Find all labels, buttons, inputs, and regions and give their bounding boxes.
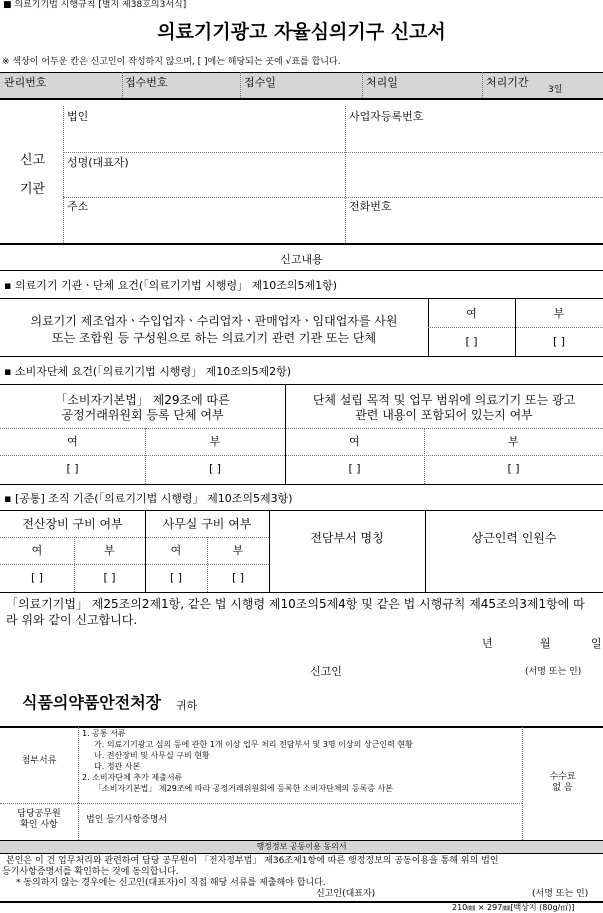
phone-label[interactable]: 전화번호 — [349, 200, 392, 213]
date-month-label[interactable]: 월 — [540, 637, 551, 650]
applicant-section-label: 신고 — [20, 153, 46, 168]
section1-no-label: 부 — [553, 307, 565, 320]
section1-no-checkbox[interactable]: [ ] — [552, 335, 566, 348]
office-no-label: 부 — [232, 544, 244, 557]
applicant-section-label-2: 기관 — [20, 182, 46, 197]
attachment-item: 「소비자기본법」 제29조에 따라 공정거래위원회에 등록한 소비자단체의 등록증 사본 — [94, 784, 394, 793]
section2-no1-label: 부 — [209, 435, 221, 448]
consent-signature-placeholder[interactable]: (서명 또는 인) — [532, 889, 589, 899]
section1-desc: 의료기기 제조업자ㆍ수입업자ㆍ수리업자ㆍ판매업자ㆍ임대업자를 사원 — [30, 314, 398, 328]
equip-no-label: 부 — [104, 544, 115, 557]
attachment-item: 2. 소비자단체 추가 제출서류 — [82, 773, 183, 782]
section2-question2: 단체 설립 목적 및 업무 범위에 의료기기 또는 광고 — [312, 393, 576, 407]
date-day-label[interactable]: 일 — [591, 637, 602, 650]
section2-question1: 「소비자기본법」 제29조에 따른 — [55, 393, 230, 407]
section2-yes2-label: 여 — [349, 435, 360, 448]
process-date-label: 처리일 — [366, 76, 398, 89]
declaration-text: 「의료기기법」 제25조의2제1항, 같은 법 시행령 제10조의5제4항 및 같은 법 시행규칙 제45조의3제1항에 따 — [6, 597, 585, 611]
form-reference: ■ 의료기기법 시행규칙 [별지 제38호의3서식] — [3, 0, 187, 10]
consent-signer-label: 신고인(대표자) — [316, 889, 376, 899]
section1-yes-checkbox[interactable]: [ ] — [465, 335, 478, 348]
declaration-text-2: 라 위와 같이 신고합니다. — [6, 613, 138, 627]
section2-no2-checkbox[interactable]: [ ] — [507, 462, 520, 475]
section1-desc-2: 또는 조합원 등 구성원으로 하는 의료기기 관련 기관 또는 단체 — [51, 331, 377, 345]
content-heading: 신고내용 — [280, 253, 323, 266]
attachment-item: 다. 정관 사본 — [94, 762, 141, 771]
period-label: 처리기간 — [486, 76, 529, 89]
officer-check-label-2: 확인 사항 — [20, 820, 58, 830]
section1-title: ▪ 의료기기 기관ㆍ단체 요건(「의료기기법 시행령」 제10조의5제1항) — [4, 279, 338, 292]
office-space-label: 사무실 구비 여부 — [162, 517, 252, 531]
section2-no1-checkbox[interactable]: [ ] — [208, 462, 222, 475]
period-value: 3일 — [548, 85, 563, 95]
attachment-item: 1. 공통 서류 — [82, 729, 126, 738]
biz-reg-no-label[interactable]: 사업자등록번호 — [349, 110, 424, 123]
office-no-checkbox[interactable]: [ ] — [231, 571, 245, 584]
section2-question2-2: 관련 내용이 포함되어 있는지 여부 — [355, 408, 533, 422]
section1-yes-label: 여 — [466, 307, 477, 320]
address-label[interactable]: 주소 — [67, 200, 89, 213]
fill-notice: ※ 색상이 어두운 칸은 신고인이 작성하지 않으며, [ ]에는 해당되는 곳에 √표를 합니다. — [2, 57, 341, 67]
section2-yes1-checkbox[interactable]: [ ] — [66, 462, 79, 475]
corp-label[interactable]: 법인 — [67, 110, 89, 123]
section2-no2-label: 부 — [508, 435, 519, 448]
consent-text-2: 등기사항증명서를 확인하는 것에 동의합니다. — [2, 867, 179, 877]
receipt-date-label: 접수일 — [244, 76, 276, 89]
attachment-item: 가. 의료기기광고 심의 등에 관한 1개 이상 업무 처리 전담부서 및 3명 이상의 상근인력 현황 — [94, 740, 413, 749]
paper-spec-footer: 210㎜ × 297㎜[백상지 (80g/㎡)] — [452, 903, 575, 912]
officer-check-value: 법인 등기사항증명서 — [86, 815, 168, 825]
office-yes-checkbox[interactable]: [ ] — [169, 571, 183, 584]
dept-name-label: 전담부서 명칭 — [310, 531, 384, 545]
attachment-item: 나. 전산장비 및 사무실 구비 현황 — [94, 751, 210, 760]
applicant-signature-label: 신고인 — [310, 665, 342, 678]
name-rep-label[interactable]: 성명(대표자) — [67, 156, 129, 169]
section2-question1-2: 공정거래위원회 등록 단체 여부 — [61, 408, 224, 422]
staff-count-label: 상근인력 인원수 — [471, 531, 557, 545]
officer-check-label: 담당공무원 — [17, 809, 61, 819]
date-year-label[interactable]: 년 — [482, 637, 493, 650]
addressee: 식품의약품안전처장 — [22, 693, 162, 712]
section3-title: ▪ [공통] 조직 기준(「의료기기법 시행령」 제10조의5제3항) — [4, 492, 293, 505]
attachments-label: 첨부서류 — [21, 756, 57, 766]
equip-yes-checkbox[interactable]: [ ] — [30, 571, 44, 584]
office-yes-label: 여 — [170, 544, 182, 557]
fee-value: 없 음 — [552, 783, 573, 793]
section2-yes2-checkbox[interactable]: [ ] — [348, 462, 361, 475]
page-title: 의료기기광고 자율심의기구 신고서 — [157, 21, 446, 43]
section2-title: ▪ 소비자단체 요건(「의료기기법 시행령」 제10조의5제2항) — [4, 365, 292, 378]
fee-label: 수수료 — [549, 772, 576, 782]
section2-yes1-label: 여 — [67, 435, 78, 448]
receipt-no-label: 접수번호 — [125, 76, 168, 89]
consent-note: * 동의하지 않는 경우에는 신고인(대표자)이 직접 해당 서류를 제출해야 합니다. — [16, 878, 326, 888]
equip-no-checkbox[interactable]: [ ] — [103, 571, 116, 584]
addressee-honorific: 귀하 — [176, 699, 198, 712]
consent-heading: 행정정보 공동이용 동의서 — [256, 842, 347, 851]
consent-text: 본인은 이 건 업무처리와 관련하여 담당 공무원이 「전자정부법」 제36조제1항에 따른 행정정보의 공동이용을 통해 위의 법인 — [6, 856, 499, 866]
signature-placeholder[interactable]: (서명 또는 인) — [525, 667, 582, 677]
mgmt-no-label: 관리번호 — [4, 76, 47, 89]
equipment-label: 전산장비 구비 여부 — [22, 517, 123, 531]
equip-yes-label: 여 — [31, 544, 43, 557]
